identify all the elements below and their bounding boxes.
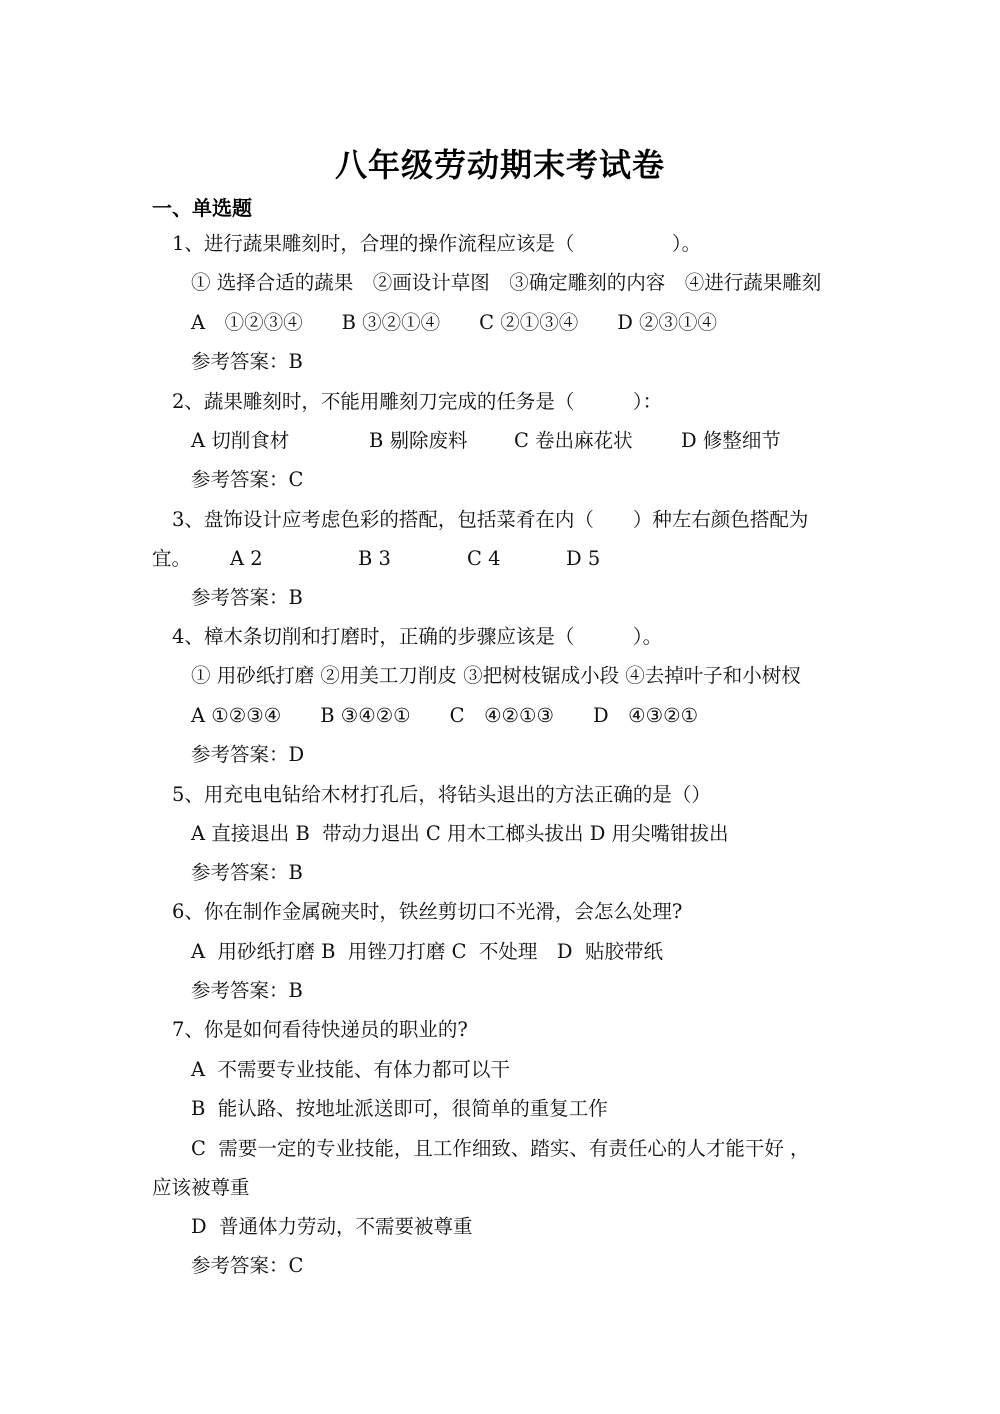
question-3-option-b: B 3 — [358, 547, 391, 570]
question-3-option-a: A 2 — [230, 547, 263, 570]
question-1-steps: ① 选择合适的蔬果 ②画设计草图 ③确定雕刻的内容 ④进行蔬果雕刻 — [191, 271, 822, 294]
question-3-stem: 3、盘饰设计应考虑色彩的搭配，包括菜肴在内（ ）种左右颜色搭配为 — [172, 508, 809, 531]
question-5-answer: 参考答案：B — [191, 861, 303, 884]
question-2-option-a: A 切削食材 — [191, 429, 290, 452]
question-4-options: A ①②③④ B ③④②① C ④②①③ D ④③②① — [191, 704, 699, 727]
question-2-option-b: B 剔除废料 — [369, 429, 468, 452]
question-3-option-c: C 4 — [467, 547, 501, 570]
question-7-option-a: A 不需要专业技能、有体力都可以干 — [191, 1058, 510, 1081]
question-7-answer: 参考答案：C — [191, 1254, 304, 1277]
question-3-answer: 参考答案：B — [191, 586, 303, 609]
question-5-stem: 5、用充电电钻给木材打孔后，将钻头退出的方法正确的是（） — [172, 783, 711, 806]
question-6-stem: 6、你在制作金属碗夹时，铁丝剪切口不光滑，会怎么处理? — [172, 900, 683, 923]
question-7-option-c: C 需要一定的专业技能，且工作细致、踏实、有责任心的人才能干好 ， — [191, 1137, 810, 1160]
question-6-options: A 用砂纸打磨 B 用锉刀打磨 C 不处理 D 贴胶带纸 — [191, 940, 663, 963]
question-2-options — [0, 427, 1000, 455]
question-7-stem: 7、你是如何看待快递员的职业的? — [172, 1018, 468, 1041]
question-3-stem-cont: 宜。 — [152, 547, 192, 570]
question-4-answer: 参考答案：D — [191, 743, 305, 766]
question-2-option-d: D 修整细节 — [681, 429, 781, 452]
question-1-answer: 参考答案：B — [191, 350, 303, 373]
section-title: 一、单选题 — [152, 196, 252, 220]
question-4-steps: ① 用砂纸打磨 ②用美工刀削皮 ③把树枝锯成小段 ④去掉叶子和小树杈 — [191, 664, 801, 687]
question-6-answer: 参考答案：B — [191, 979, 303, 1002]
question-2-option-c: C 卷出麻花状 — [514, 429, 633, 452]
question-3-options — [0, 545, 1000, 573]
question-7-option-d: D 普通体力劳动，不需要被尊重 — [191, 1215, 473, 1238]
question-7-option-c-cont: 应该被尊重 — [152, 1176, 250, 1199]
question-7-option-b: B 能认路、按地址派送即可，很简单的重复工作 — [191, 1097, 608, 1120]
question-2-answer: 参考答案：C — [191, 468, 304, 491]
question-5-options: A 直接退出 B 带动力退出 C 用木工榔头拔出 D 用尖嘴钳拔出 — [191, 822, 729, 845]
question-2-stem: 2、蔬果雕刻时，不能用雕刻刀完成的任务是（ ）： — [172, 390, 663, 413]
question-1-options: A ①②③④ B ③②①④ C ②①③④ D ②③①④ — [191, 311, 718, 334]
question-3-option-d: D 5 — [566, 547, 601, 570]
question-4-stem: 4、樟木条切削和打磨时，正确的步骤应该是（ ）。 — [172, 625, 663, 648]
page-title: 八年级劳动期末考试卷 — [334, 146, 665, 184]
question-1-stem: 1、进行蔬果雕刻时，合理的操作流程应该是（ ）。 — [172, 232, 702, 255]
